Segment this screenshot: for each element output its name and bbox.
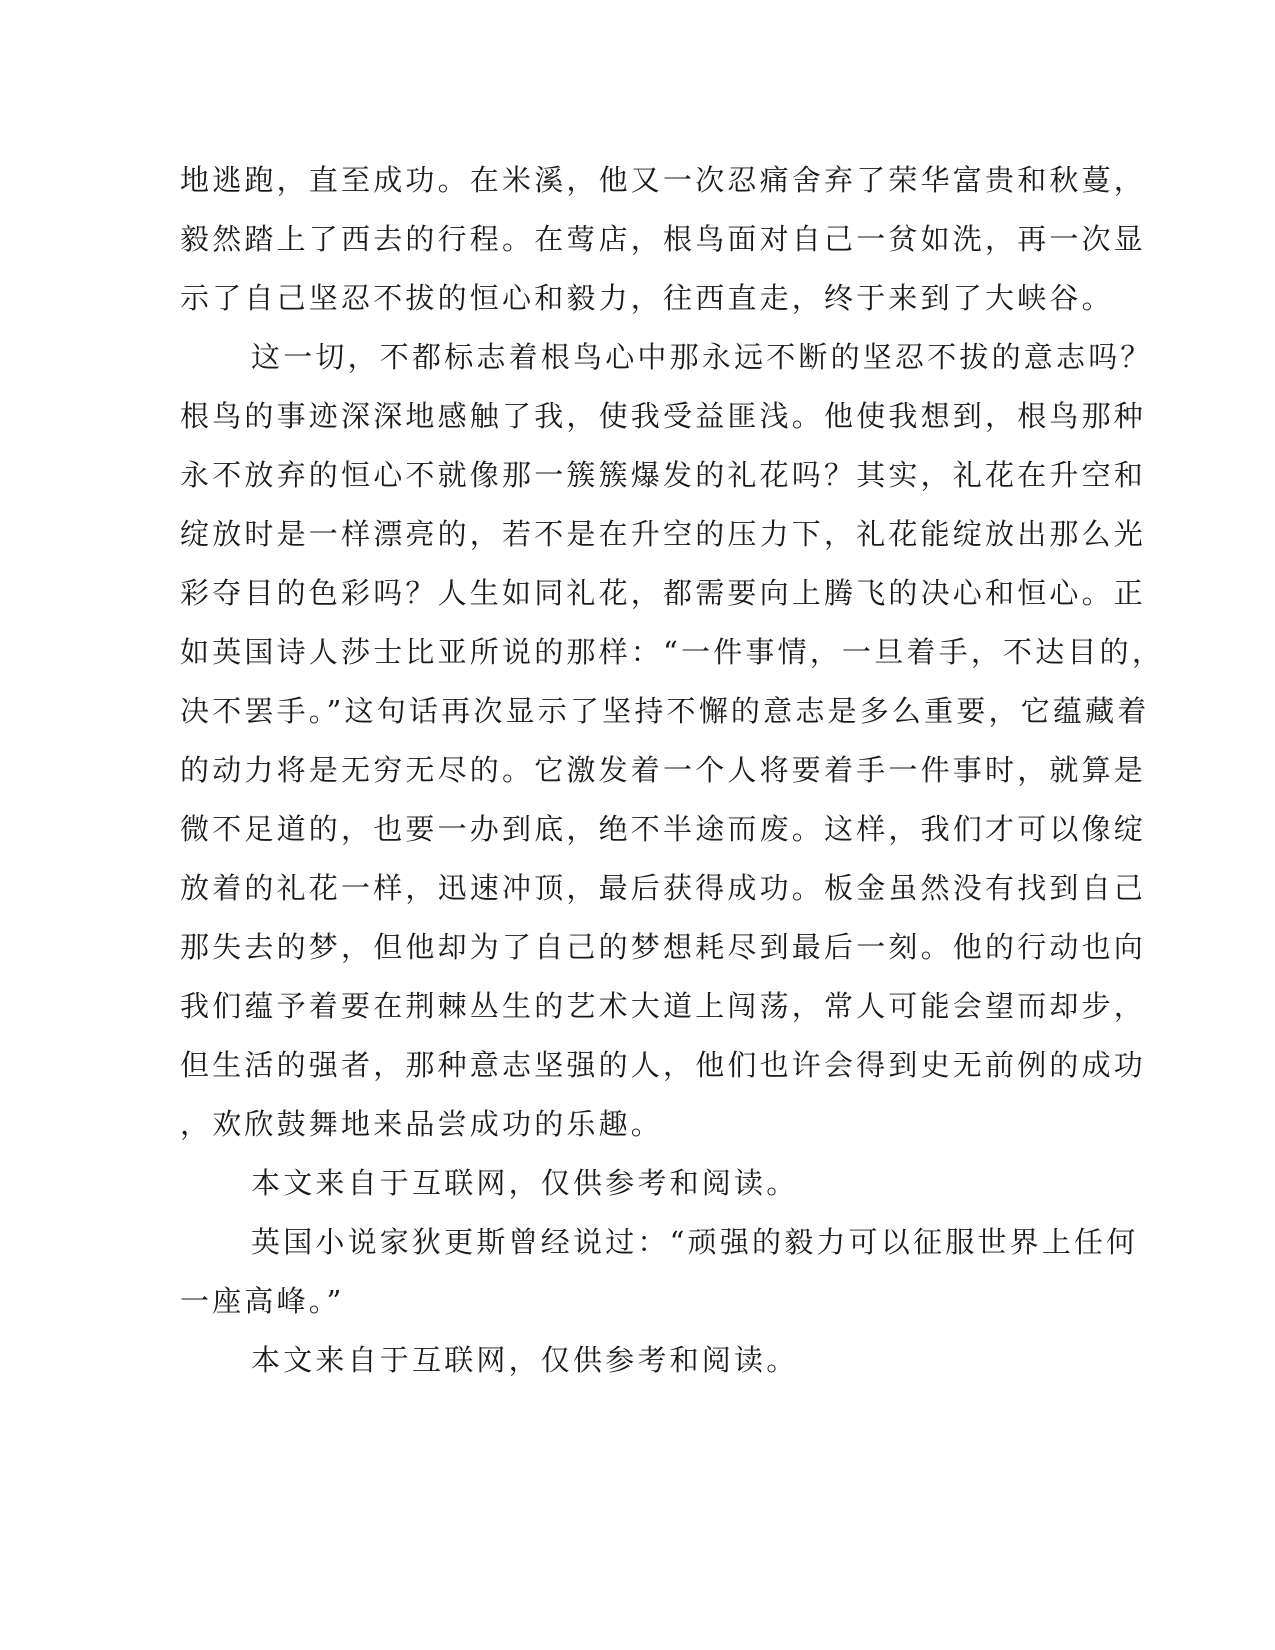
source-note: 本文来自于互联网，仅供参考和阅读。	[251, 1166, 799, 1200]
paragraph-line: 的动力将是无穷无尽的。它激发着一个人将要着手一件事时，就算是	[180, 753, 1147, 787]
paragraph-line: 如英国诗人莎士比亚所说的那样：“一件事情，一旦着手，不达目的，	[180, 635, 1165, 669]
paragraph-line: 这一切，不都标志着根鸟心中那永远不断的坚忍不拔的意志吗？	[251, 340, 1153, 374]
paragraph-line: 决不罢手。”这句话再次显示了坚持不懈的意志是多么重要，它蕴藏着	[180, 694, 1150, 728]
paragraph-line: 放着的礼花一样，迅速冲顶，最后获得成功。板金虽然没有找到自己	[180, 871, 1147, 905]
paragraph-line: 根鸟的事迹深深地感触了我，使我受益匪浅。他使我想到，根鸟那种	[180, 399, 1147, 433]
paragraph-line: 但生活的强者，那种意志坚强的人，他们也许会得到史无前例的成功	[180, 1048, 1147, 1082]
paragraph-line: 永不放弃的恒心不就像那一簇簇爆发的礼花吗？其实，礼花在升空和	[180, 458, 1147, 492]
paragraph-line: 一座高峰。”	[180, 1284, 345, 1318]
source-note: 本文来自于互联网，仅供参考和阅读。	[251, 1343, 799, 1377]
paragraph-line: ，欢欣鼓舞地来品尝成功的乐趣。	[180, 1107, 664, 1141]
paragraph-line: 示了自己坚忍不拔的恒心和毅力，往西直走，终于来到了大峡谷。	[180, 281, 1114, 315]
paragraph-line: 毅然踏上了西去的行程。在莺店，根鸟面对自己一贫如洗，再一次显	[180, 222, 1147, 256]
paragraph-line: 地逃跑，直至成功。在米溪，他又一次忍痛舍弃了荣华富贵和秋蔓，	[180, 163, 1147, 197]
paragraph-line: 微不足道的，也要一办到底，绝不半途而废。这样，我们才可以像绽	[180, 812, 1147, 846]
paragraph-line: 那失去的梦，但他却为了自己的梦想耗尽到最后一刻。他的行动也向	[180, 930, 1147, 964]
paragraph-line: 英国小说家狄更斯曾经说过：“顽强的毅力可以征服世界上任何	[251, 1225, 1139, 1259]
paragraph-line: 绽放时是一样漂亮的，若不是在升空的压力下，礼花能绽放出那么光	[180, 517, 1147, 551]
paragraph-line: 彩夺目的色彩吗？人生如同礼花，都需要向上腾飞的决心和恒心。正	[180, 576, 1147, 610]
paragraph-line: 我们蕴予着要在荆棘丛生的艺术大道上闯荡，常人可能会望而却步，	[180, 989, 1147, 1023]
